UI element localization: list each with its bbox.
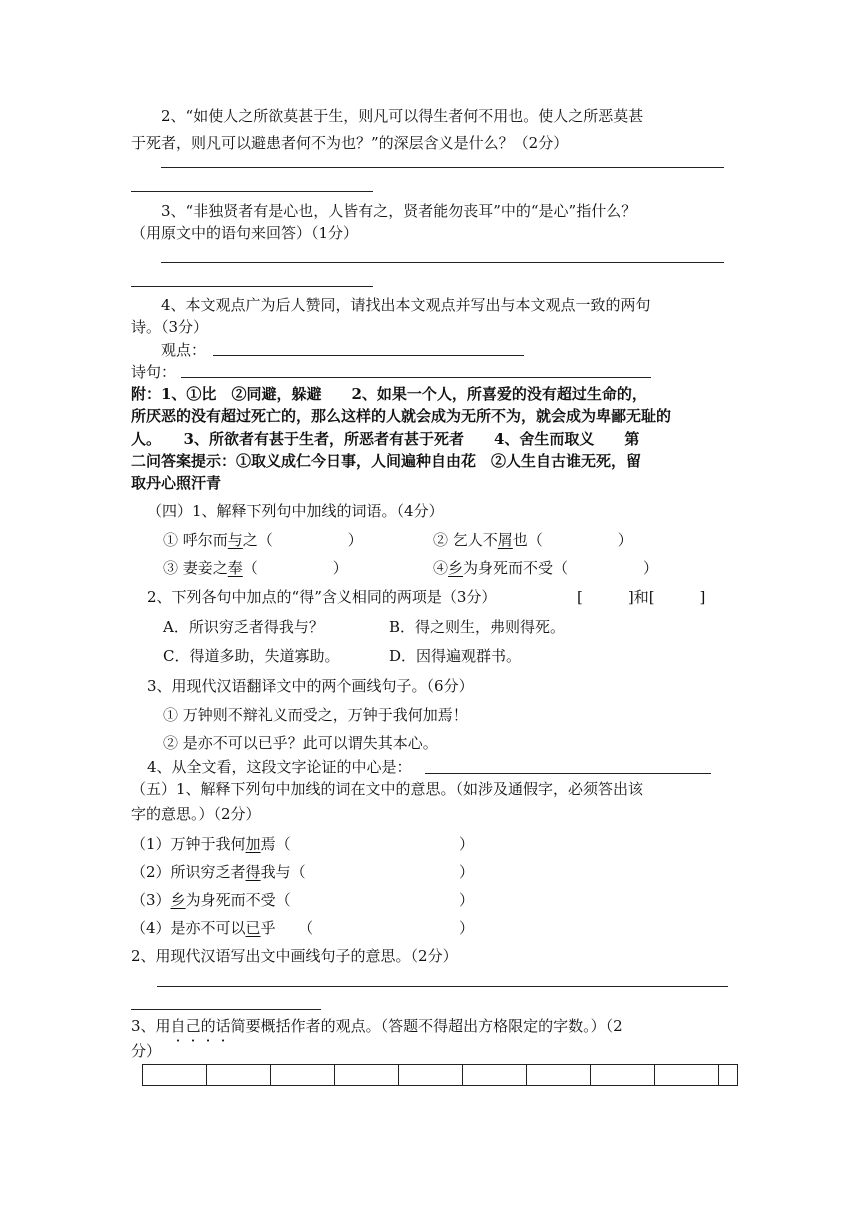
answer-key-line3: 人。 3、所欲者有甚于生者，所恶者有甚于死者 4、舍生而取义 第 bbox=[131, 430, 640, 448]
q2-answer-line-2[interactable] bbox=[131, 191, 373, 192]
viewpoint-label: 观点： bbox=[161, 341, 207, 359]
q3-line2: （用原文中的语句来回答）（1分） bbox=[131, 224, 359, 242]
grid-cell[interactable] bbox=[399, 1065, 463, 1085]
option-d: D．因得遍观群书。 bbox=[389, 647, 522, 665]
translate-sentence-2: ② 是亦不可以已乎？此可以谓失其本心。 bbox=[163, 734, 438, 752]
s5-q3-line1: 3、用自己的话简要概括作者的观点。（答题不得超出方格限定的字数。）（2 bbox=[131, 1017, 623, 1035]
option-c: C．得道多助，失道寡助。 bbox=[163, 647, 340, 665]
s4-q2-title: 2、下列各句中加点的“得”含义相同的两项是（3分） bbox=[147, 588, 497, 606]
s5-item-3: （3）乡为身死而不受（ bbox=[131, 891, 291, 909]
option-a: A．所识穷乏者得我与？ bbox=[163, 618, 324, 636]
grid-cell[interactable] bbox=[463, 1065, 527, 1085]
answer-key-line2: 所厌恶的没有超过死亡的，那么这样的人就会成为无所不为，就会成为卑鄙无耻的 bbox=[131, 407, 672, 425]
s5-item-4-close: ） bbox=[459, 919, 475, 937]
s5-item-2: （2）所识穷乏者得我与（ bbox=[131, 863, 306, 881]
s4-q2-answer-brackets[interactable]: [ ]和[ ] bbox=[577, 588, 706, 606]
answer-grid[interactable] bbox=[142, 1064, 738, 1086]
s5-item-4: （4）是亦不可以已乎 （ bbox=[131, 919, 314, 937]
s4-item-4: ④乡为身死而不受（ ） bbox=[433, 559, 659, 577]
s5-item-3-close: ） bbox=[459, 891, 475, 909]
emphasis-dotted-text bbox=[171, 1017, 231, 1035]
grid-cell[interactable] bbox=[207, 1065, 271, 1085]
emphasis-char: 己 bbox=[185, 1017, 201, 1035]
poem-label: 诗句： bbox=[131, 363, 177, 381]
s4-item-3: ③ 妻妾之奉（ ） bbox=[163, 559, 348, 577]
s5-q1-line1: （五）1、解释下列句中加线的词在文中的意思。（如涉及通假字，必须答出该 bbox=[131, 780, 644, 798]
s5-q3-line2: 分） bbox=[131, 1042, 162, 1060]
s5-q2-title: 2、用现代汉语写出文中画线句子的意思。（2分） bbox=[131, 947, 458, 965]
s4-q3-title: 3、用现代汉语翻译文中的两个画线句子。（6分） bbox=[147, 677, 474, 695]
s5-q2-answer-line-1[interactable] bbox=[157, 986, 728, 987]
q4-line2: 诗。（3分） bbox=[131, 318, 209, 336]
s4-item-2: ② 乞人不屑也（ ） bbox=[433, 531, 633, 549]
grid-cell[interactable] bbox=[335, 1065, 399, 1085]
s4-q1-title: （四）1、解释下列句中加线的词语。（4分） bbox=[147, 502, 444, 520]
option-b: B．得之则生，弗则得死。 bbox=[389, 618, 566, 636]
q2-line2: 于死者，则凡可以避患者何不为也？”的深层含义是什么？（2分） bbox=[131, 134, 569, 152]
q3-line1: 3、“非独贤者有是心也，人皆有之，贤者能勿丧耳”中的“是心”指什么？ bbox=[161, 202, 637, 220]
poem-answer-line[interactable] bbox=[181, 377, 651, 378]
answer-key-line4: 二问答案提示：①取义成仁今日事，人间遍种自由花 ②人生自古谁无死，留 bbox=[131, 452, 642, 470]
viewpoint-answer-line[interactable] bbox=[213, 355, 524, 356]
q3-answer-line-2[interactable] bbox=[131, 286, 373, 287]
answer-key-line1: 附：1、①比 ②同避，躲避 2、如果一个人，所喜爱的没有超过生命的， bbox=[131, 385, 647, 403]
s5-q1-line2: 字的意思。）（2分） bbox=[131, 805, 261, 823]
emphasis-char: 话 bbox=[215, 1017, 231, 1035]
s5-item-2-close: ） bbox=[459, 863, 475, 881]
s5-item-1-close: ） bbox=[459, 835, 475, 853]
q2-answer-line-1[interactable] bbox=[161, 167, 724, 168]
s4-item-1: ① 呼尔而与之（ ） bbox=[163, 531, 363, 549]
s5-item-1: （1）万钟于我何加焉（ bbox=[131, 835, 291, 853]
translate-sentence-1: ① 万钟则不辩礼义而受之，万钟于我何加焉！ bbox=[163, 706, 468, 724]
q3-answer-line-1[interactable] bbox=[161, 262, 724, 263]
q4-line1: 4、本文观点广为后人赞同，请找出本文观点并写出与本文观点一致的两句 bbox=[161, 296, 651, 314]
s4-q4-title: 4、从全文看，这段文字论证的中心是： bbox=[147, 758, 412, 776]
grid-cell[interactable] bbox=[591, 1065, 655, 1085]
s4-q4-answer-line[interactable] bbox=[425, 773, 711, 774]
emphasis-char: 自 bbox=[170, 1017, 186, 1035]
grid-cell[interactable] bbox=[271, 1065, 335, 1085]
grid-cell[interactable] bbox=[655, 1065, 719, 1085]
grid-cell[interactable] bbox=[719, 1065, 737, 1085]
answer-key-line5: 取丹心照汗青 bbox=[131, 474, 222, 492]
s5-q2-answer-line-2[interactable] bbox=[131, 1009, 321, 1010]
emphasis-char: 的 bbox=[200, 1017, 216, 1035]
grid-cell[interactable] bbox=[143, 1065, 207, 1085]
grid-cell[interactable] bbox=[527, 1065, 591, 1085]
q2-line1: 2、“如使人之所欲莫甚于生，则凡可以得生者何不用也。使人之所恶莫甚 bbox=[161, 107, 644, 125]
